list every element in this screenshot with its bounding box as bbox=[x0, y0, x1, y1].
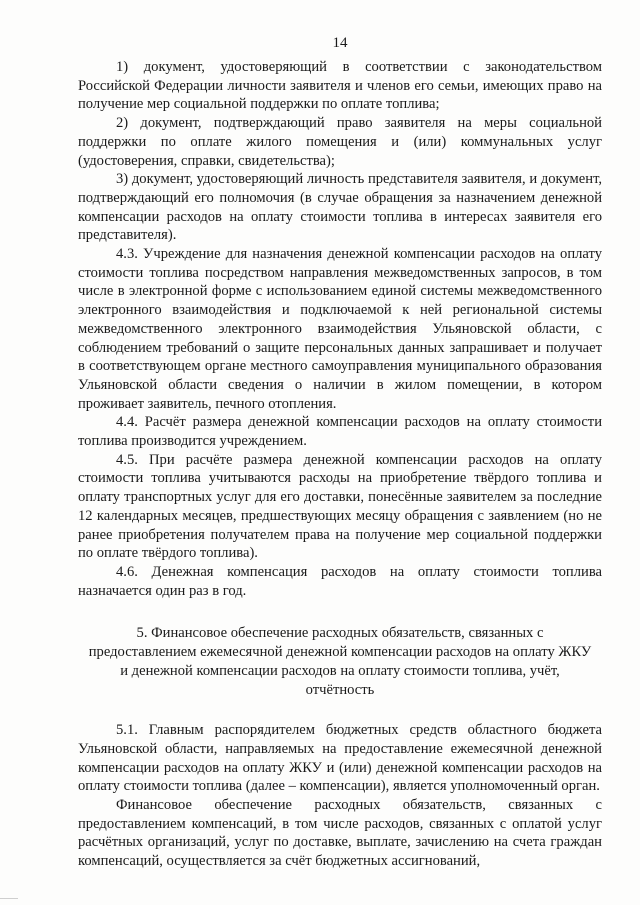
paragraph-item-1: 1) документ, удостоверяющий в соответствии с законодательством Российской Федерации личности заявителя и членов его семьи, имеющих право на получение мер социальной поддержки по оплате топлива; bbox=[78, 59, 602, 113]
paragraph-4-5: 4.5. При расчёте размера денежной компенсации расходов на оплату стоимости топлива учитываются расходы на приобретение твёрдого топлива и оплату транспортных услуг для его доставки, понесённые заявителем за последние 12 календарных месяцев, предшествующих месяцу обращения с заявлением (но не ранее приобретения получателем права на получение мер социальной поддержки по оплате твёрдого топлива). bbox=[78, 451, 602, 562]
paragraph-4-4: 4.4. Расчёт размера денежной компенсации расходов на оплату стоимости топлива производится учреждением. bbox=[78, 414, 602, 450]
paragraph-item-2: 2) документ, подтверждающий право заявителя на меры социальной поддержки по оплате жилого помещения и (или) коммунальных услуг (удостоверения, справки, свидетельства); bbox=[78, 115, 602, 169]
spacer bbox=[78, 699, 602, 721]
paragraph-5-1: 5.1. Главным распорядителем бюджетных средств областного бюджета Ульяновской области, направляемых на предоставление ежемесячной денежной компенсации расходов на оплату ЖКУ и (или) денежной компенсации расходов на оплату стоимости топлива (далее – компенсации), является уполномоченный орган. bbox=[78, 722, 602, 795]
paragraph-4-3: 4.3. Учреждение для назначения денежной компенсации расходов на оплату стоимости топлива посредством направления межведомственных запросов, в том числе в электронной форме с использованием единой системы межведомственного электронного взаимодействия и подключаемой к ней региональной системы межведомственного электронного взаимодействия Ульяновской области, с соблюдением требований о защите персональных данных запрашивает и получает в соответствующем органе местного самоуправления муниципального образования Ульяновской области сведения о наличии в жилом помещении, в котором проживает заявитель, печного отопления. bbox=[78, 246, 602, 412]
page-number: 14 bbox=[332, 35, 348, 51]
spacer bbox=[78, 600, 602, 624]
paragraph-financing: Финансовое обеспечение расходных обязательств, связанных с предоставлением компенсаций, в том числе расходов, связанных с оплатой услуг расчётных организаций, услуг по доставке, выплате, зачислению на счета граждан компенсаций, осуществляется за счёт бюджетных ассигнований, bbox=[78, 797, 602, 870]
scan-edge-mark bbox=[0, 898, 18, 905]
paragraph-item-3: 3) документ, удостоверяющий личность представителя заявителя, и документ, подтверждающий его полномочия (в случае обращения за назначением денежной компенсации расходов на оплату стоимости топлива в интересах заявителя его представителя). bbox=[78, 171, 602, 244]
section-heading: 5. Финансовое обеспечение расходных обязательств, связанных с предоставлением ежемесячной денежной компенсации расходов на оплату ЖКУ и денежной компенсации расходов на оплату стоимости топлива, учёт, отчётность bbox=[88, 625, 592, 698]
paragraph-4-6: 4.6. Денежная компенсация расходов на оплату стоимости топлива назначается один раз в год. bbox=[78, 563, 602, 599]
